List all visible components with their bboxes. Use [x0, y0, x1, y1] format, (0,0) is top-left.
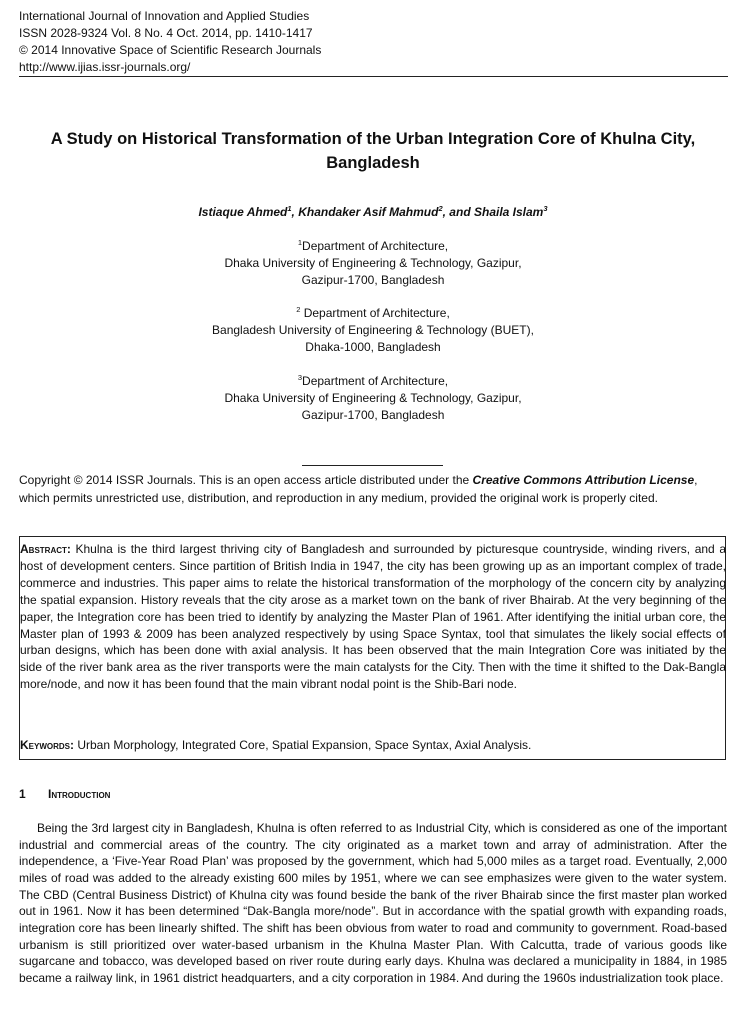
affiliation-dept	[19, 369, 727, 390]
author-name: Khandaker Asif Mahmud	[298, 205, 439, 219]
affiliation-location: Gazipur-1700, Bangladesh	[301, 408, 445, 422]
affiliation-institution: Dhaka University of Engineering & Technology, Gazipur,	[224, 391, 522, 405]
author-name: Istiaque Ahmed	[198, 205, 288, 219]
author-name: Shaila Islam	[473, 205, 544, 219]
affiliation-mark: 1	[297, 238, 303, 247]
license-name: Creative Commons Attribution License	[472, 473, 695, 487]
author-affiliation-mark: 2	[438, 204, 443, 213]
affiliation-dept-text: Department of Architecture,	[302, 239, 449, 253]
affiliation-location: Dhaka-1000, Bangladesh	[305, 340, 441, 354]
keywords	[20, 737, 726, 754]
keywords-list: Urban Morphology, Integrated Core, Spatial Expansion, Space Syntax, Axial Analysis.	[74, 738, 532, 752]
affiliation-2	[19, 301, 727, 356]
title-line-1: A Study on Historical Transformation of the Urban Integration Core of Khulna City,	[50, 130, 696, 148]
affiliation-dept	[19, 234, 727, 255]
author-separator: ,	[291, 205, 299, 219]
affiliation-dept	[19, 301, 727, 322]
author-list	[19, 200, 727, 221]
abstract-body: Khulna is the third largest thriving city of Bangladesh and surrounded by picturesque countryside, winding rivers, and a host of development centers. Since partition of British India in 1947, the city has been growing up as an important complex of trade, commerce and industries. This paper aims to relate the historical transformation of the morphology of the concern city by analyzing the spatial expansion. History reveals that the city arose as a market town on the bank of river Bhairab. At the very beginning of the paper, the Integration core has been tried to identify by analyzing the Master Plan of 1961. After identifying the initial urban core, the Master plan of 1993 & 2009 has been analyzed respectively by using Space Syntax, tool that simulates the likely social effects of urban designs, which has been done with axial analysis. It has been observed that the main Integration Core was initiated by the side of the river bank area as the river transports were the main catalysts for the City. Then with the time it shifted to the Dak-Bangla more/node, and now it has been found that the main vibrant nodal point is the Shib-Bari node.	[20, 542, 726, 692]
copyright-divider	[302, 465, 443, 466]
section-body: Being the 3rd largest city in Bangladesh, Khulna is often referred to as Industrial City, which is considered as one of the important industrial and commercial areas of the country. The city originated as a market town and array of administration. After the independence, a ‘Five-Year Road Plan’ was proposed by the government, which had 5,000 miles as a target road. Eventually, 2,000 miles of road was added to the already existing 600 miles by 1951, where we can see emphasizes were given to the water system. The CBD (Central Business District) of Khulna city was found beside the bank of the river Bhairab since the first master plan worked out in 1961. Now it has been determined “Dak-Bangla more/node”. But in accordance with the spatial growth with expanding roads, integration core has been linearly shifted. The shift has been obvious from water to road and community to government. Road-based urbanism is still prioritized over water-based urbanism in the Khulna Master Plan. With Calcutta, trade of various goods like sugarcane and tobacco, was developed based on river route during early days. Khulna was declared a municipality in 1884, in 1985 became a railway link, in 1961 district headquarters, and a city corporation in 1984. And during the 1960s industrialization took place.	[19, 821, 727, 985]
section-title: Introduction	[48, 787, 111, 801]
affiliation-institution: Bangladesh University of Engineering & Technology (BUET),	[212, 323, 534, 337]
affiliation-location: Gazipur-1700, Bangladesh	[301, 273, 445, 287]
abstract-label: Abstract:	[20, 542, 71, 556]
section-heading	[19, 785, 727, 803]
author-affiliation-mark: 1	[287, 204, 292, 213]
journal-url[interactable]: http://www.ijias.issr-journals.org/	[19, 60, 191, 74]
copyright-text-start: Copyright © 2014 ISSR Journals. This is an open access article distributed under the	[19, 473, 473, 487]
section-number: 1	[19, 787, 26, 801]
author-separator: , and	[442, 205, 474, 219]
header-divider	[19, 76, 728, 77]
abstract	[20, 541, 726, 693]
affiliation-1	[19, 234, 727, 289]
journal-copyright: © 2014 Innovative Space of Scientific Research Journals	[19, 43, 322, 57]
affiliation-3	[19, 369, 727, 424]
journal-header	[19, 8, 727, 76]
affiliation-dept-text: Department of Architecture,	[300, 306, 450, 320]
affiliation-mark: 2	[296, 305, 301, 314]
affiliation-dept-text: Department of Architecture,	[302, 374, 449, 388]
affiliation-institution: Dhaka University of Engineering & Technology, Gazipur,	[224, 256, 522, 270]
keywords-label: Keywords:	[20, 738, 74, 752]
copyright-text-end: , which permits unrestricted use, distribution, and reproduction in any medium, provided the original work is properly cited.	[19, 473, 698, 505]
paper-title	[19, 127, 727, 175]
copyright-notice	[19, 471, 727, 507]
author-affiliation-mark: 3	[543, 204, 548, 213]
journal-issn: ISSN 2028-9324 Vol. 8 No. 4 Oct. 2014, pp. 1410-1417	[19, 26, 313, 40]
journal-name: International Journal of Innovation and Applied Studies	[19, 9, 310, 23]
affiliation-mark: 3	[297, 373, 303, 382]
title-line-2: Bangladesh	[326, 154, 420, 172]
